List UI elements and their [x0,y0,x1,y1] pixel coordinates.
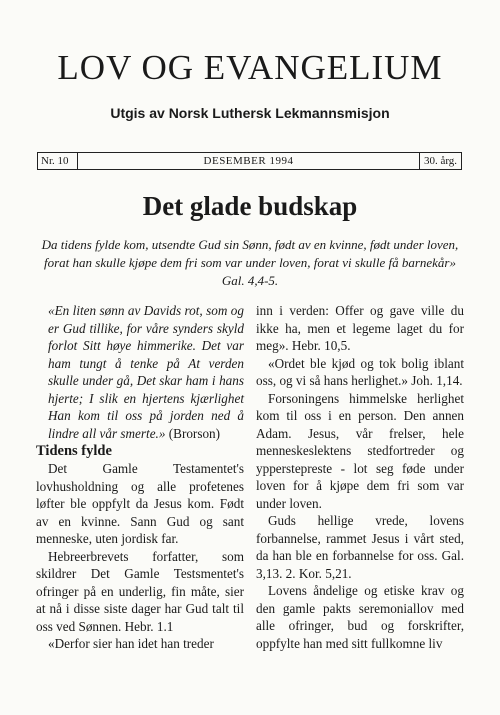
paragraph: Forsoningens himmelske herlighet kom til oss i en person. Den annen Adam. Jesus, vår frelser, hele menneskeslektens stedfortreder og ypperstepreste - lot seg føde under loven for å kjøpe dem fri som var under loven. [256,390,464,511]
masthead-title: LOV OG EVANGELIUM [57,48,443,87]
section-title: Tidens fylde [36,443,112,459]
issue-date: DESEMBER 1994 [203,155,294,167]
article-headline: Det glade budskap [142,191,358,221]
hymn-quote-source: (Brorson) [168,425,221,441]
issue-year: 30. årg. [419,153,461,169]
hymn-quote [36,302,244,442]
paragraph: «Derfor sier han idet han treder [48,636,214,651]
paragraph: Guds hellige vrede, lovens forbannelse, rammet Jesus i vårt sted, da han ble en forbannelse for oss. Gal. 3,13. 2. Kor. 5,21. [256,513,464,581]
masthead-subtitle: Utgis av Norsk Luthersk Lekmannsmisjon [110,105,390,121]
paragraph: Lovens åndelige og etiske krav og den gamle pakts seremoniallov med alle ofringer, bud og forskrifter, oppfylte han med sitt fullkomne liv [256,583,464,651]
hymn-quote-text: «En liten sønn av Davids rot, som og er Gud tillike, for våre synders skyld forlot Sitt høye himmerike. Det var ham tungt å tenke på At verden skulle under gå, Det skar ham i hans hjerte; I slik en hjertens kjærlighet Han kom til oss på jorden ned å lindre all vår smerte.» [48,303,244,441]
article-lead: Da tidens fylde kom, utsendte Gud sin Sønn, født av en kvinne, født under loven, forat han skulle kjøpe dem fri som var under loven, forat vi skulle få barnekår» Gal. 4,4-5. [41,237,459,288]
paragraph: inn i verden: Offer og gave ville du ikke ha, men et legeme laget du for meg». Hebr. 10,5. [256,303,464,353]
left-column [36,302,244,653]
issue-number: Nr. 10 [38,153,78,169]
issue-bar [37,152,462,170]
right-column [256,302,464,652]
paragraph: «Ordet ble kjød og tok bolig iblant oss, og vi så hans herlighet.» Joh. 1,14. [256,355,464,388]
paragraph: Hebreerbrevets forfatter, som skildrer Det Gamle Testsmentet's ofringer på en underlig, fin måte, sier at nå i disse siste dager har Gud talt til oss ved Sønnen. Hebr. 1.1 [36,548,244,634]
paragraph: Det Gamle Testamentet's lovhusholdning og alle profetenes løfter ble oppfylt da Jesus kom. Født av en kvinne. Sann Gud og sant menneske, uten jordisk far. [36,461,244,546]
